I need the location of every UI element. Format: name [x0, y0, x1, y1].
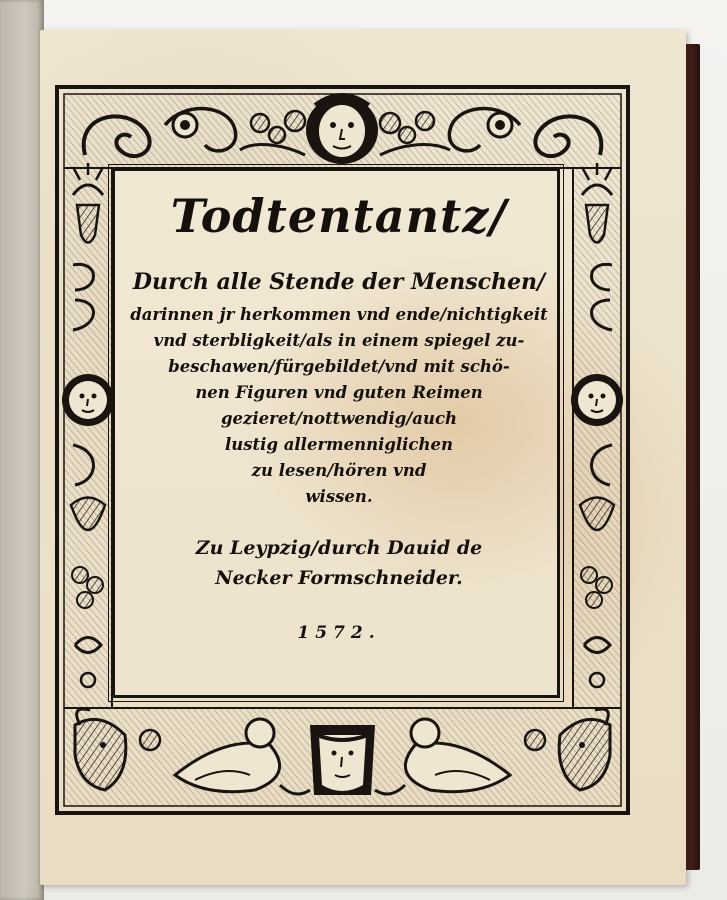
body-line-7: lustig allermenniglichen [225, 435, 453, 454]
sun-face-icon [62, 374, 114, 426]
veiled-face-icon [310, 725, 375, 795]
top-ornament-band [64, 94, 621, 168]
title-text-panel [112, 168, 560, 698]
body-line-3: vnd sterbligkeit/als in einem spiegel zu- [153, 331, 525, 350]
title-page [40, 30, 686, 885]
imprint-line-1: Zu Leypzig/durch Dauid de [195, 537, 483, 559]
grey-pastedown [0, 0, 44, 900]
left-ornament-column [62, 163, 114, 708]
body-line-8: zu lesen/hören vnd [251, 461, 427, 480]
sun-face-icon [571, 374, 623, 426]
grotesque-mask-icon [306, 95, 378, 164]
book-title: Todtentantz/ [170, 189, 508, 243]
body-line-2: darinnen jr herkommen vnd ende/nichtigkeit [130, 305, 548, 324]
right-ornament-column [571, 163, 623, 708]
body-line-9: wissen. [305, 487, 373, 506]
body-line-5: nen Figuren vnd guten Reimen [195, 383, 483, 402]
body-line-1: Durch alle Stende der Menschen/ [132, 269, 546, 295]
bottom-ornament-band [64, 708, 621, 806]
publication-year: 1572. [297, 623, 381, 643]
body-line-6: gezieret/nottwendig/auch [220, 409, 458, 428]
body-line-4: beschawen/fürgebildet/vnd mit schö- [168, 357, 510, 376]
imprint-line-2: Necker Formschneider. [215, 567, 463, 589]
